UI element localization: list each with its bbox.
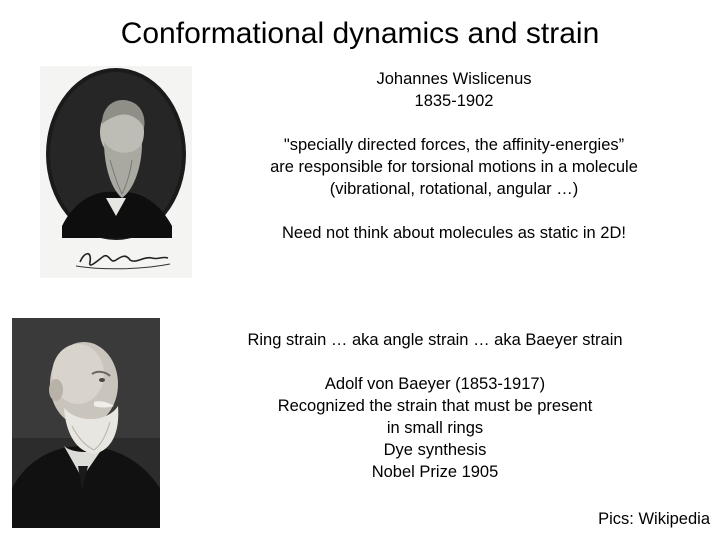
baeyer-portrait [12,318,160,528]
baeyer-detail-line-1: Recognized the strain that must be present [277,397,593,415]
ring-strain-heading: Ring strain … aka angle strain … aka Baeyer strain [247,331,623,349]
image-credit: Pics: Wikipedia [598,510,710,528]
wislicenus-portrait-image [40,66,192,278]
slide-title: Conformational dynamics and strain [120,17,600,50]
baeyer-detail-line-2: in small rings [386,419,484,437]
baeyer-text [180,329,690,483]
wislicenus-years: 1835-1902 [414,92,494,110]
wislicenus-quote-line-2: are responsible for torsional motions in a molecule [270,158,638,176]
baeyer-detail-line-4: Nobel Prize 1905 [371,463,499,481]
wislicenus-note: Need not think about molecules as static in 2D! [282,224,626,242]
wislicenus-quote-line-3: (vibrational, rotational, angular …) [329,180,579,198]
wislicenus-portrait [40,66,192,278]
wislicenus-name: Johannes Wislicenus [376,70,532,88]
wislicenus-quote-line-1: "specially directed forces, the affinity-energies” [283,136,625,154]
baeyer-portrait-image [12,318,160,528]
wislicenus-text [196,68,712,244]
baeyer-name: Adolf von Baeyer (1853-1917) [324,375,546,393]
baeyer-detail-line-3: Dye synthesis [383,441,487,459]
